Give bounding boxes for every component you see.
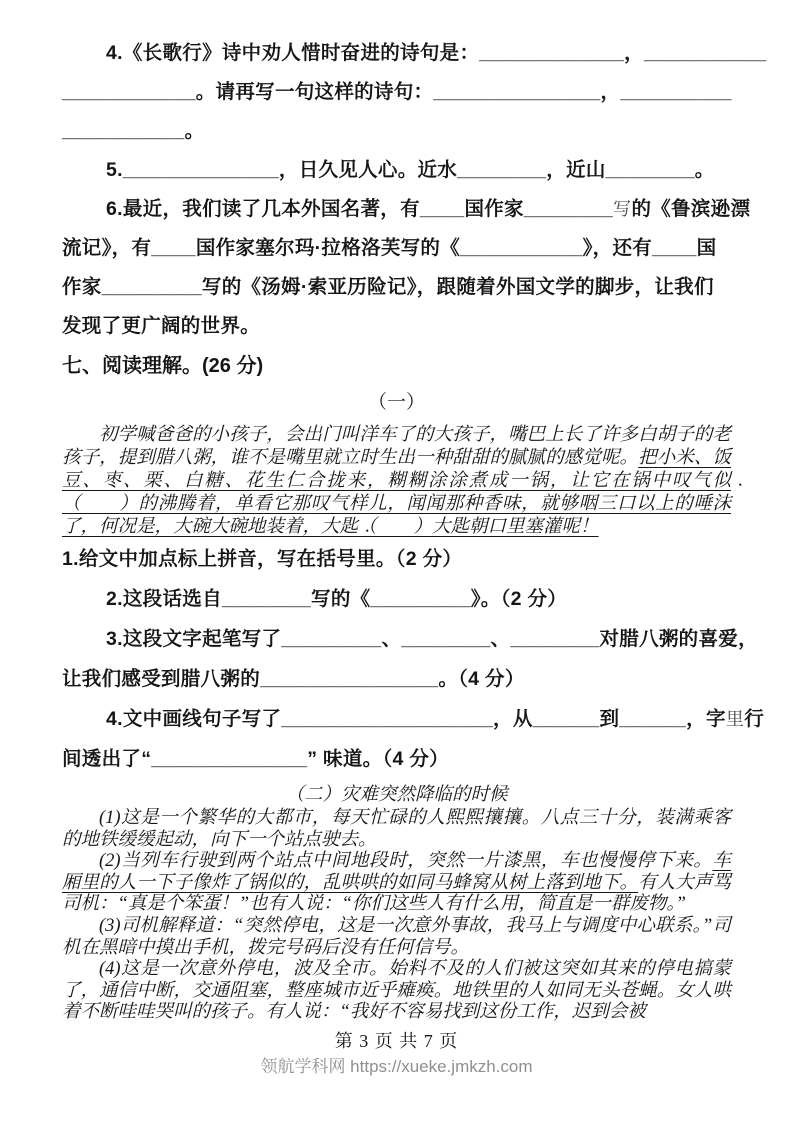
passage-1-title: （一）: [367, 392, 425, 413]
passage-2-para-2-tail: 有人大声骂司机：“真是个笨蛋！”也有人说：“你们这些人有什么用，简直是一群废物。”: [62, 872, 731, 915]
question-4-line-2: ____________。请再写一句这样的诗句：_______________，__________: [62, 81, 732, 103]
question-6-line-2: 流记》，有____国作家塞尔玛·拉格洛芙写的《___________》，还有____国: [62, 237, 717, 259]
passage-1-underlined-part-2: （ ）的沸腾着，单看它那叹气样儿，闻闻那种香味，就够咽三口以上的唾沫了，何况是，大碗大碗地装着，大: [62, 494, 731, 537]
passage-2-para-2: [62, 851, 731, 916]
reading-question-3-line-1: 3.这段文字起笔写了_________、________、________对腊八粥的喜爱，: [106, 628, 758, 650]
site-watermark: 领航学科网 https://xueke.jmkzh.com: [260, 1056, 533, 1076]
reading-question-4-line-1: [62, 699, 765, 739]
reading-question-3-line-2: 让我们感受到腊八粥的________________。（4 分）: [62, 668, 525, 690]
passage-1-text: [62, 424, 731, 539]
passage-2-underlined-sentence: 车厢里的人一下子像炸了锅似的，乱哄哄的如同马蜂窝从树上落到地下。: [62, 851, 731, 893]
question-6-line-1-tail: 的《鲁滨逊漂: [631, 198, 751, 220]
page-number: 第 3 页 共 7 页: [334, 1030, 459, 1051]
question-5: 5.______________，日久见人心。近水________，近山________。: [106, 159, 715, 181]
reading-question-4-text: 4.文中画线句子写了___________________，从______到______，字: [106, 708, 726, 730]
passage-1-underlined-part-1: 把小米、饭豆、枣、栗、白糖、花生仁合拢来，糊糊涂涂煮成一锅，让它在锅中叹气: [62, 448, 731, 491]
reading-question-4-line-2: 间透出了“______________” 味道。（4 分）: [62, 748, 449, 770]
passage-2-para-2-lead: (2)当列车行驶到两个站点中间地段时，突然一片漆黑，车也慢慢停下来。: [99, 851, 713, 872]
reading-question-4-tail: 行: [744, 708, 765, 730]
reading-question-4-light-char: 里: [725, 709, 745, 729]
question-6-line-4: 发现了更广阔的世界。: [62, 315, 261, 337]
passage-2-para-3: (3)司机解释道：“突然停电，这是一次意外事故，我马上与调度中心联系。”司机在黑暗中摸出手机，拨完号码后没有任何信号。: [62, 915, 731, 958]
question-4-line-3: ___________。: [62, 120, 205, 142]
passage-2-title: （二）灾难突然降临的时候: [285, 785, 508, 805]
question-6-line-1-text: 6.最近，我们读了几本外国名著，有____国作家________: [106, 198, 614, 220]
question-6-light-char: 写: [613, 199, 632, 219]
passage-2-para-1: (1)这是一个繁华的大都市，每天忙碌的人熙熙攘攘。八点三十分，装满乘客的地铁缓缓起动，向下一个站点驶去。: [62, 808, 731, 850]
passage-2-para-4: (4)这是一次意外停电，波及全市。始料不及的人们被这突如其来的停电搞蒙了，通信中断，交通阻塞，整座城市近乎瘫痪。地铁里的人如同无头苍蝇。女人哄着不断哇哇哭叫的孩子。有人说：“我好不容易找到这份工作，迟到会被: [62, 959, 731, 1023]
passage-2-text: [62, 808, 731, 1024]
section-7-heading: 七、阅读理解。(26 分): [62, 355, 264, 377]
reading-question-2: 2.这段话选自________写的《_________》。（2 分）: [106, 588, 568, 610]
passage-1-intro: 初学喊爸爸的小孩子，会出门叫洋车了的大孩子，嘴巴上长了许多白胡子的老孩子，提到腊八粥，谁不是嘴里就立时生出一种甜甜的腻腻的感觉呢。: [62, 425, 731, 468]
question-6-line-1: [62, 190, 751, 229]
dotted-char-si: 似: [712, 471, 731, 491]
passage-1-underlined-part-3: （ ）大匙朝口里塞灌呢！: [358, 517, 599, 537]
dotted-char-chi: 匙: [339, 517, 359, 537]
question-4-line-1: 4.《长歌行》诗中劝人惜时奋进的诗句是：_____________，___________: [106, 42, 767, 64]
reading-question-1: 1.给文中加点标上拼音，写在括号里。（2 分）: [62, 548, 463, 570]
question-6-line-3: 作家_________写的《汤姆·索亚历险记》，跟随着外国文学的脚步，让我们: [62, 276, 714, 298]
